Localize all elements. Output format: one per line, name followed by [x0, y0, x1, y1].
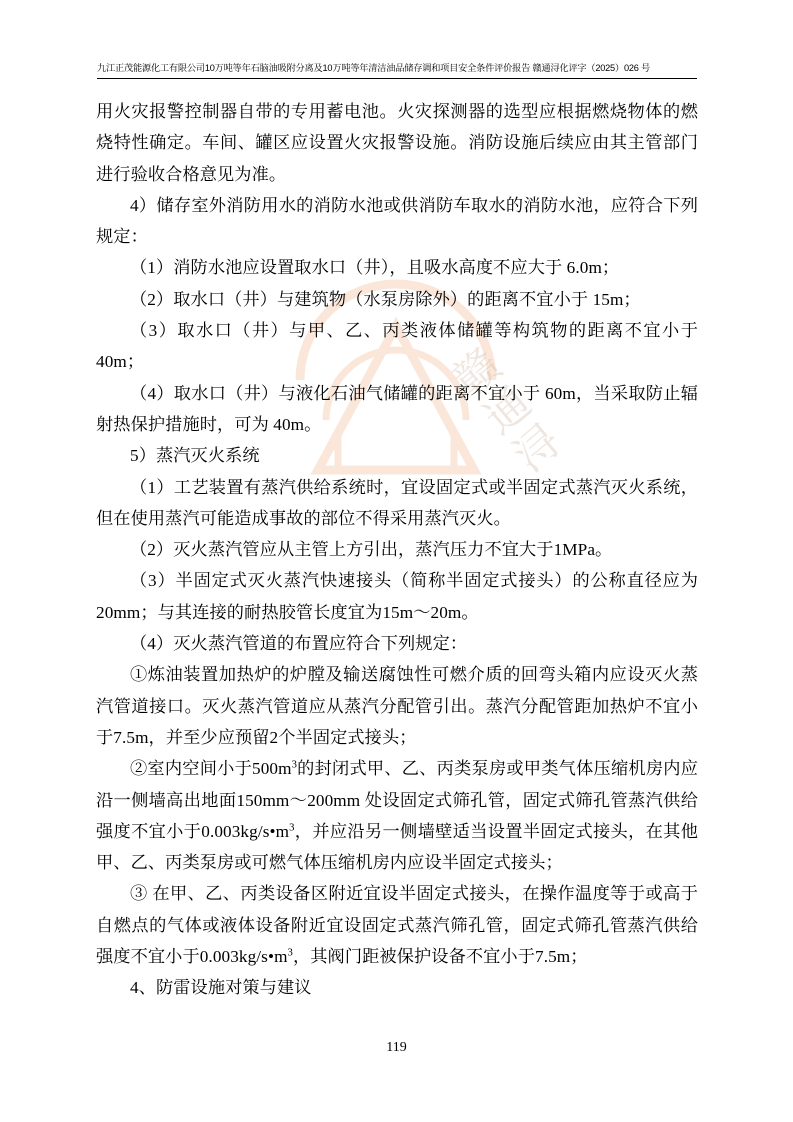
svg-text:赣: 赣 [444, 339, 511, 407]
paragraph: 5）蒸汽灭火系统 [130, 446, 260, 466]
body-text [96, 96, 698, 1004]
paragraph: （4）灭火蒸汽管道的布置应符合下列规定： [130, 634, 468, 654]
paragraph: （1）工艺装置有蒸汽供给系统时，宜设固定式或半固定式蒸汽灭火系统，但在使用蒸汽可能造成事故的部位不得采用蒸汽灭火。 [96, 477, 698, 528]
paragraph: ①炼油装置加热炉的炉膛及输送腐蚀性可燃介质的回弯头箱内应设灭火蒸汽管道接口。灭火蒸汽管道应从蒸汽分配管引出。蒸汽分配管距加热炉不宜小于7.5m，并至少应预留2个半固定式接头； [96, 665, 698, 747]
paragraph: ③ 在甲、乙、丙类设备区附近宜设半固定式接头，在操作温度等于或高于自燃点的气体或液体设备附近宜设固定式蒸汽筛孔管，固定式筛孔管蒸汽供给强度不宜小于$0.003kg/s•m^3$，其阀门距被保护设备不宜小于7.5m； [96, 884, 698, 967]
paragraph: 4、防雷设施对策与建议 [130, 978, 312, 998]
paragraph: （3）半固定式灭火蒸汽快速接头（简称半固定式接头）的公称直径应为20mm；与其连接的耐热胶管长度宜为15m～20m。 [96, 571, 698, 622]
page-header: 九江正茂能源化工有限公司10万吨等年石脑油吸附分离及10万吨等年清洁油品储存调和项目安全条件评价报告 赣通浔化评字（2025）026 号 [97, 63, 651, 73]
paragraph: （2）灭火蒸汽管应从主管上方引出，蒸汽压力不宜大于1MPa。 [130, 540, 613, 560]
paragraph: （2）取水口（井）与建筑物（水泵房除外）的距离不宜小于 15m； [130, 289, 641, 309]
paragraph: （4）取水口（井）与液化石油气储罐的距离不宜小于 60m，当采取防止辐射热保护措施时，可为 40m。 [96, 383, 698, 434]
paragraph: 4）储存室外消防用水的消防水池或供消防车取水的消防水池，应符合下列规定： [96, 195, 698, 247]
paragraph: （3）取水口（井）与甲、乙、丙类液体储罐等构筑物的距离不宜小于40m； [96, 321, 698, 372]
header-rule [97, 78, 697, 79]
svg-text:浔: 浔 [504, 415, 571, 483]
paragraph: （1）消防水池应设置取水口（井），且吸水高度不应大于 6.0m； [130, 258, 620, 278]
page-footer [0, 1040, 793, 1056]
paragraph: ②室内空间小于$500m^3$的封闭式甲、乙、丙类泵房或甲类气体压缩机房内应沿一侧墙高出地面150mm～200mm 处设固定式筛孔管，固定式筛孔管蒸汽供给强度不宜小于$0.003kg/s•m^3$，并应沿另一侧墙壁适当设置半固定式接头，在其他甲、乙、丙类泵房或可燃气体压缩机房内应设半固定式接头； [96, 759, 698, 873]
svg-text:通: 通 [474, 377, 541, 445]
paragraph: 用火灾报警控制器自带的专用蓄电池。火灾探测器的选型应根据燃烧物体的燃烧特性确定。车间、罐区应设置火灾报警设施。消防设施后续应由其主管部门进行验收合格意见为准。 [96, 102, 698, 184]
page-number: 119 [386, 1040, 407, 1055]
